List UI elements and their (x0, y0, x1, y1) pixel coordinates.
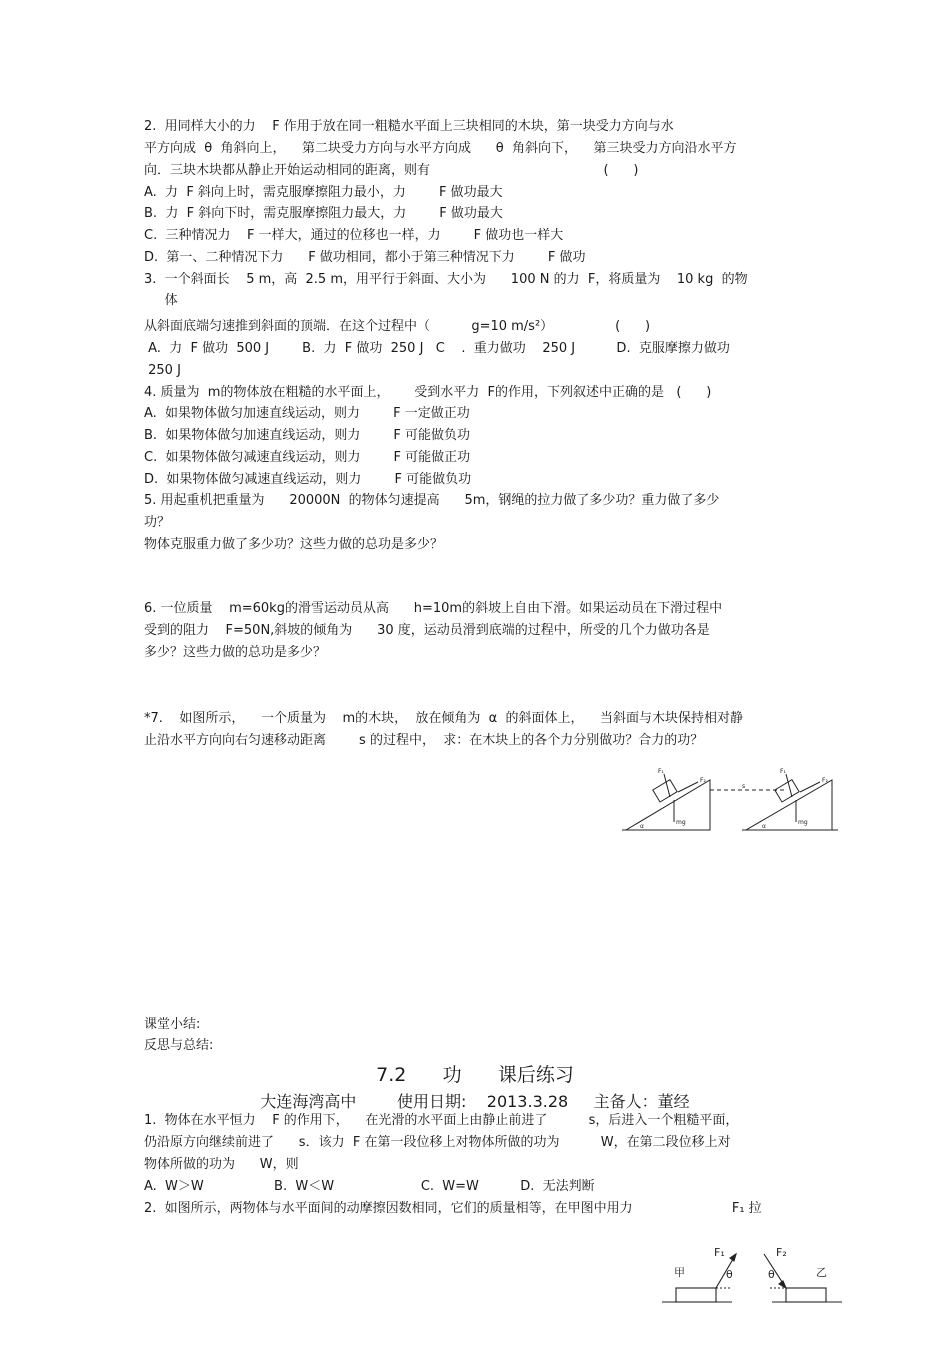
option-line: C. 三种情况力 F 一样大，通过的位移也一样，力 F 做功也一样大 (144, 228, 564, 243)
option-line: C. 如果物体做匀减速直线运动，则力 F 可能做正功 (144, 450, 471, 465)
option-line: A. W＞W B. W＜W C. W=W D. 无法判断 (144, 1179, 595, 1194)
force-label: mg (798, 819, 808, 826)
text-line: 5. 用起重机把重量为 20000N 的物体匀速提高 5m，钢绳的拉力做了多少功？重力做了多少 (144, 493, 720, 508)
text-line: 仍沿原方向继续前进了 s．该力 F 在第一段位移上对物体所做的功为 W，在第二段位移上对 (144, 1135, 731, 1150)
option-line: A. 力 F 斜向上时，需克服摩擦阻力最小，力 F 做功最大 (144, 185, 503, 200)
text-line: 物体克服重力做了多少功？这些力做的总功是多少？ (144, 537, 444, 552)
text-line: 止沿水平方向向右匀速移动距离 s 的过程中， 求：在木块上的各个力分别做功？合力的功？ (144, 733, 704, 748)
force-label: F₂ (700, 777, 706, 784)
text-line: 6. 一位质量 m=60kg的滑雪运动员从高 h=10m的斜坡上自由下滑。如果运动员在下滑过程中 (144, 601, 723, 616)
text-line: 多少？这些力做的总功是多少？ (144, 645, 327, 660)
text-line: 受到的阻力 F=50N,斜坡的倾角为 30 度，运动员滑到底端的过程中，所受的几个力做功各是 (144, 623, 710, 638)
angle-label: θ (768, 1268, 775, 1281)
incline-figure (618, 760, 840, 834)
text-line: 4. 质量为 m的物体放在粗糙的水平面上， 受到水平力 F的作用，下列叙述中正确的是 ( ) (144, 385, 712, 400)
force-label: mg (676, 819, 686, 826)
figure-label-jia: 甲 (674, 1266, 685, 1279)
force-label: F₁ (714, 1246, 725, 1259)
text-line: 物体所做的功为 W，则 (144, 1157, 299, 1172)
force-label: F₂ (776, 1246, 787, 1259)
angle-label: θ (726, 1268, 733, 1281)
section-label: 反思与总结: (144, 1038, 214, 1053)
distance-label: s (742, 783, 746, 790)
text-line: 从斜面底端匀速推到斜面的顶端．在这个过程中（ g=10 m/s²） ( ) (144, 319, 651, 334)
text-line: 功？ (144, 515, 171, 530)
text-line: 体 (144, 293, 178, 308)
angle-label: α (762, 823, 766, 830)
text-line: 平方向成 θ 角斜向上， 第二块受力方向与水平方向成 θ 角斜向下， 第三块受力方向沿水平方 (144, 141, 737, 156)
text-line: 3. 一个斜面长 5 m，高 2.5 m，用平行于斜面、大小为 100 N 的力 F，将质量为 10 kg 的物 (144, 272, 748, 287)
option-line: 250 J (144, 363, 181, 378)
page-title: 7.2 功 课后练习 (376, 1064, 574, 1086)
option-line: A. 如果物体做匀加速直线运动，则力 F 一定做正功 (144, 406, 470, 421)
force-label: F₁ (780, 768, 786, 775)
page-subtitle: 大连海湾高中 使用日期: 2013.3.28 主备人：董经 (260, 1092, 690, 1111)
text-line: 向．三块木块都从静止开始运动相同的距离，则有 ( ) (144, 163, 639, 178)
force-figure (660, 1244, 844, 1306)
section-label: 课堂小结: (144, 1017, 201, 1032)
text-line: *7. 如图所示， 一个质量为 m的木块， 放在倾角为 α 的斜面体上， 当斜面与木块保持相对静 (144, 711, 744, 726)
figure-label-yi: 乙 (816, 1266, 827, 1279)
option-line: D. 如果物体做匀减速直线运动，则力 F 可能做负功 (144, 472, 472, 487)
angle-label: α (640, 823, 644, 830)
text-line: 2. 用同样大小的力 F 作用于放在同一粗糙水平面上三块相同的木块，第一块受力方向与水 (144, 119, 674, 134)
force-label: F₁ (658, 768, 664, 775)
option-line: B. 如果物体做匀加速直线运动，则力 F 可能做负功 (144, 428, 470, 443)
text-line: 2. 如图所示，两物体与水平面间的动摩擦因数相同，它们的质量相等，在甲图中用力 F₁ 拉 (144, 1201, 762, 1216)
text-line: 1. 物体在水平恒力 F 的作用下， 在光滑的水平面上由静止前进了 s，后进入一个粗糙平面， (144, 1113, 739, 1128)
option-line: A. 力 F 做功 500 J B. 力 F 做功 250 J C . 重力做功 250 J D. 克服摩擦力做功 (144, 341, 730, 356)
option-line: B. 力 F 斜向下时，需克服摩擦阻力最大，力 F 做功最大 (144, 206, 503, 221)
option-line: D. 第一、二种情况下力 F 做功相同，都小于第三种情况下力 F 做功 (144, 250, 586, 265)
force-label: F₂ (822, 777, 828, 784)
